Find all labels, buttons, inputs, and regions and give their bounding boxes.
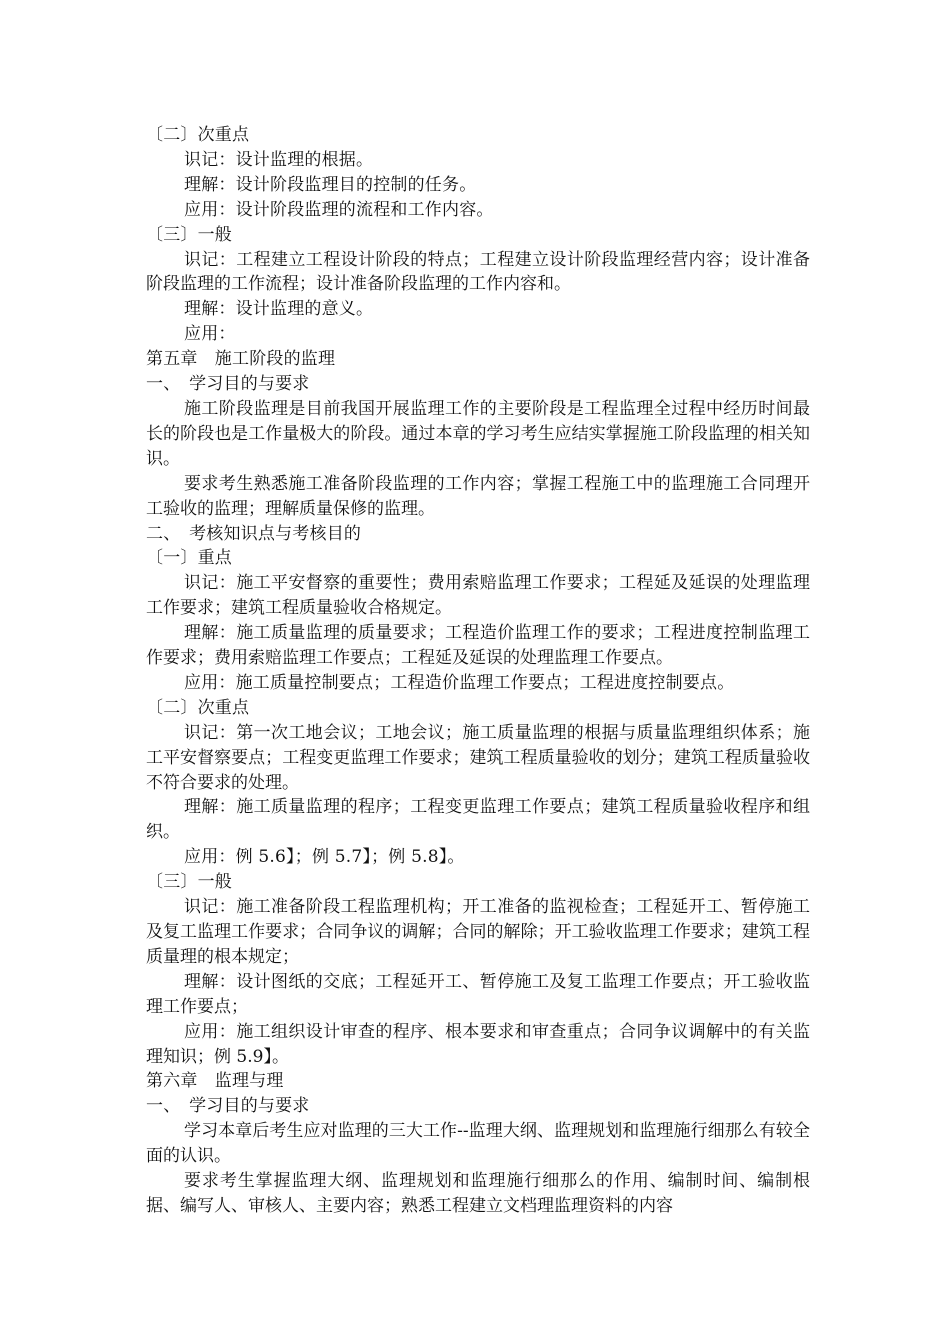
- paragraph: 识记：工程建立工程设计阶段的特点；工程建立设计阶段监理经营内容；设计准备阶段监理的工作流程；设计准备阶段监理的工作内容和。: [146, 249, 810, 295]
- section-heading: 〔二〕次重点: [146, 125, 250, 145]
- paragraph: 应用：施工组织设计审查的程序、根本要求和审查重点；合同争议调解中的有关监理知识；例 5.9】。: [146, 1021, 810, 1067]
- section-title: 一、 学习目的与要求: [146, 1096, 310, 1117]
- paragraph: 识记：施工平安督察的重要性；费用索赔监理工作要求；工程延及延误的处理监理工作要求；建筑工程质量验收合格规定。: [146, 573, 810, 619]
- text-line: 理解：设计阶段监理目的控制的任务。: [184, 174, 477, 195]
- text-line: 理解：设计监理的意义。: [184, 299, 374, 320]
- section-heading: 〔二〕次重点: [146, 697, 250, 718]
- chapter-title: 第六章 监理与理: [146, 1071, 284, 1092]
- paragraph: 理解：施工质量监理的质量要求；工程造价监理工作的要求；工程进度控制监理工作要求；费用索赔监理工作要点；工程延及延误的处理监理工作要点。: [146, 623, 810, 669]
- text-line: 应用：: [184, 324, 236, 345]
- paragraph: 理解：施工质量监理的程序；工程变更监理工作要点；建筑工程质量验收程序和组织。: [146, 797, 810, 843]
- chapter-title: 第五章 施工阶段的监理: [146, 349, 336, 370]
- paragraph: 要求考生掌握监理大纲、监理规划和监理施行细那么的作用、编制时间、编制根据、编写人、审核人、主要内容；熟悉工程建立文档理监理资料的内容: [146, 1171, 810, 1216]
- section-title: 一、 学习目的与要求: [146, 374, 310, 395]
- text-line: 识记：设计监理的根据。: [184, 149, 374, 170]
- paragraph: 要求考生熟悉施工准备阶段监理的工作内容；掌握工程施工中的监理施工合同理开工验收的监理；理解质量保修的监理。: [146, 473, 810, 519]
- paragraph: 理解：设计图纸的交底；工程延开工、暂停施工及复工监理工作要点；开工验收监理工作要点；: [146, 971, 810, 1017]
- section-heading: 〔三〕一般: [146, 872, 232, 893]
- section-heading: 〔一〕重点: [146, 548, 232, 569]
- text-line: 应用：设计阶段监理的流程和工作内容。: [184, 199, 494, 220]
- paragraph: 施工阶段监理是目前我国开展监理工作的主要阶段是工程监理全过程中经历时间最长的阶段也是工作量极大的阶段。通过本章的学习考生应结实掌握施工阶段监理的相关知识。: [146, 398, 810, 469]
- paragraph: 识记：施工准备阶段工程监理机构；开工准备的监视检查；工程延开工、暂停施工及复工监理工作要求；合同争议的调解；合同的解除；开工验收监理工作要求；建筑工程质量理的根本规定；: [146, 897, 810, 967]
- paragraph: 学习本章后考生应对监理的三大工作--监理大纲、监理规划和监理施行细那么有较全面的认识。: [146, 1121, 810, 1167]
- paragraph: 识记：第一次工地会议；工地会议；施工质量监理的根据与质量监理组织体系；施工平安督察要点；工程变更监理工作要求；建筑工程质量验收的划分；建筑工程质量验收不符合要求的处理。: [146, 722, 810, 793]
- text-line: 应用：施工质量控制要点；工程造价监理工作要点；工程进度控制要点。: [184, 672, 735, 693]
- document-page: [146, 123, 810, 1219]
- section-title: 二、 考核知识点与考核目的: [146, 523, 362, 544]
- section-heading: 〔三〕一般: [146, 224, 232, 245]
- text-line: 应用：例 5.6】；例 5.7】；例 5.8】。: [184, 847, 465, 868]
